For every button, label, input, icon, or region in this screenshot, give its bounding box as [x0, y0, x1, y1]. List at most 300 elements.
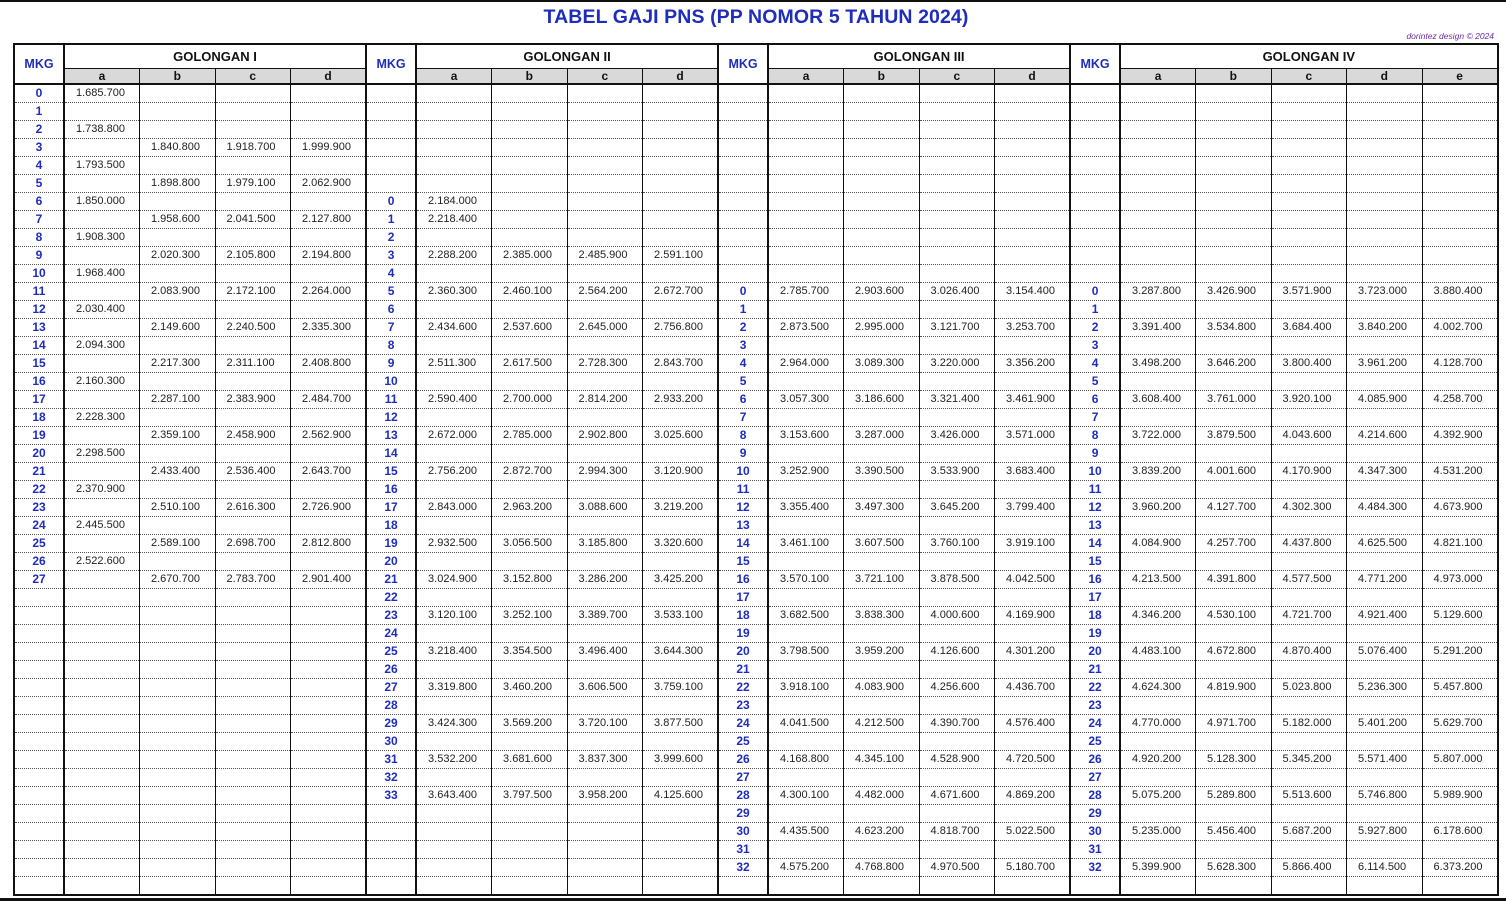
salary-cell [215, 787, 291, 805]
salary-cell [1120, 697, 1196, 715]
salary-cell [919, 625, 995, 643]
salary-cell [995, 84, 1071, 103]
salary-cell [1196, 301, 1272, 319]
salary-cell: 3.838.300 [844, 607, 920, 625]
salary-cell [492, 733, 568, 751]
salary-cell [567, 769, 643, 787]
salary-cell [768, 877, 844, 896]
group-header: GOLONGAN IV [1120, 44, 1498, 69]
salary-cell [567, 877, 643, 896]
mkg-cell: 30 [718, 823, 768, 841]
salary-cell [492, 337, 568, 355]
salary-cell [919, 409, 995, 427]
mkg-cell: 2 [718, 319, 768, 337]
salary-cell [643, 301, 719, 319]
salary-cell [64, 787, 140, 805]
salary-cell [215, 643, 291, 661]
salary-cell: 3.321.400 [919, 391, 995, 409]
mkg-cell: 15 [718, 553, 768, 571]
salary-cell: 2.184.000 [416, 193, 492, 211]
salary-cell [844, 517, 920, 535]
salary-cell [768, 175, 844, 193]
mkg-cell: 17 [366, 499, 416, 517]
salary-cell [1120, 445, 1196, 463]
salary-cell [1120, 229, 1196, 247]
salary-cell [416, 841, 492, 859]
salary-cell: 6.114.500 [1347, 859, 1423, 877]
salary-cell [492, 661, 568, 679]
salary-cell [416, 553, 492, 571]
salary-cell [1271, 175, 1347, 193]
subgrade-header: b [492, 69, 568, 85]
salary-cell [643, 553, 719, 571]
salary-cell: 3.426.900 [1196, 283, 1272, 301]
subgrade-header: d [1347, 69, 1423, 85]
mkg-cell: 24 [366, 625, 416, 643]
salary-cell [567, 409, 643, 427]
salary-cell: 3.533.100 [643, 607, 719, 625]
salary-cell [643, 157, 719, 175]
mkg-cell: 21 [1070, 661, 1120, 679]
salary-cell: 2.591.100 [643, 247, 719, 265]
salary-cell [643, 841, 719, 859]
subgrade-header: c [919, 69, 995, 85]
subgrade-header: b [1196, 69, 1272, 85]
salary-cell: 3.879.500 [1196, 427, 1272, 445]
salary-cell [64, 283, 140, 301]
salary-cell [1196, 841, 1272, 859]
salary-cell [1271, 84, 1347, 103]
salary-cell: 4.002.700 [1422, 319, 1498, 337]
salary-cell [1120, 373, 1196, 391]
salary-cell: 3.760.100 [919, 535, 995, 553]
bottom-border [0, 898, 1506, 901]
salary-cell [140, 589, 216, 607]
salary-cell [291, 337, 367, 355]
salary-cell [1347, 661, 1423, 679]
salary-cell: 3.682.500 [768, 607, 844, 625]
table-row [14, 211, 1498, 229]
salary-cell [1422, 175, 1498, 193]
salary-cell: 4.870.400 [1271, 643, 1347, 661]
salary-cell [1271, 553, 1347, 571]
salary-cell [768, 139, 844, 157]
mkg-cell [1070, 121, 1120, 139]
salary-cell: 3.057.300 [768, 391, 844, 409]
salary-cell: 2.843.700 [643, 355, 719, 373]
table-row [14, 697, 1498, 715]
salary-cell: 4.392.900 [1422, 427, 1498, 445]
salary-cell: 4.624.300 [1120, 679, 1196, 697]
salary-cell: 4.042.500 [995, 571, 1071, 589]
table-row [14, 445, 1498, 463]
salary-cell [1120, 661, 1196, 679]
salary-cell: 4.214.600 [1347, 427, 1423, 445]
salary-cell [567, 805, 643, 823]
salary-cell: 2.643.700 [291, 463, 367, 481]
mkg-cell: 19 [718, 625, 768, 643]
table-row [14, 175, 1498, 193]
salary-cell [995, 121, 1071, 139]
salary-cell [567, 139, 643, 157]
salary-cell: 3.252.900 [768, 463, 844, 481]
salary-cell [768, 229, 844, 247]
mkg-cell [718, 193, 768, 211]
salary-cell [416, 175, 492, 193]
salary-cell [1196, 661, 1272, 679]
salary-cell: 3.608.400 [1120, 391, 1196, 409]
mkg-cell [14, 679, 64, 697]
salary-cell [1196, 175, 1272, 193]
salary-cell [140, 445, 216, 463]
mkg-cell [1070, 247, 1120, 265]
salary-cell: 4.256.600 [919, 679, 995, 697]
salary-cell: 5.927.800 [1347, 823, 1423, 841]
salary-cell [643, 481, 719, 499]
salary-cell [567, 175, 643, 193]
salary-cell [291, 841, 367, 859]
mkg-cell: 28 [718, 787, 768, 805]
mkg-cell: 21 [718, 661, 768, 679]
salary-cell: 2.510.100 [140, 499, 216, 517]
salary-cell [995, 697, 1071, 715]
salary-cell [1271, 373, 1347, 391]
salary-cell: 4.623.200 [844, 823, 920, 841]
mkg-cell: 14 [718, 535, 768, 553]
mkg-cell: 4 [1070, 355, 1120, 373]
salary-cell [140, 697, 216, 715]
salary-cell [919, 697, 995, 715]
mkg-cell: 7 [718, 409, 768, 427]
salary-cell [64, 805, 140, 823]
salary-cell: 2.030.400 [64, 301, 140, 319]
table-row [14, 337, 1498, 355]
salary-cell [768, 805, 844, 823]
salary-cell: 2.995.000 [844, 319, 920, 337]
salary-cell [1422, 769, 1498, 787]
mkg-cell: 26 [718, 751, 768, 769]
mkg-cell: 7 [1070, 409, 1120, 427]
mkg-cell: 10 [718, 463, 768, 481]
salary-cell [844, 805, 920, 823]
mkg-cell: 13 [14, 319, 64, 337]
salary-cell [215, 265, 291, 283]
salary-cell: 1.918.700 [215, 139, 291, 157]
salary-cell [1422, 409, 1498, 427]
salary-cell [1271, 247, 1347, 265]
mkg-cell: 3 [366, 247, 416, 265]
salary-cell: 4.484.300 [1347, 499, 1423, 517]
salary-cell [1422, 139, 1498, 157]
salary-cell [492, 697, 568, 715]
salary-cell: 3.496.400 [567, 643, 643, 661]
subgrade-header: a [64, 69, 140, 85]
salary-cell [64, 139, 140, 157]
salary-cell: 2.645.000 [567, 319, 643, 337]
salary-cell [1422, 517, 1498, 535]
salary-cell [643, 84, 719, 103]
mkg-cell: 25 [366, 643, 416, 661]
salary-cell [215, 625, 291, 643]
mkg-cell: 21 [366, 571, 416, 589]
mkg-cell: 13 [366, 427, 416, 445]
salary-cell [215, 409, 291, 427]
salary-cell [844, 733, 920, 751]
salary-cell: 2.298.500 [64, 445, 140, 463]
salary-cell [768, 211, 844, 229]
salary-cell [291, 661, 367, 679]
salary-cell [140, 265, 216, 283]
salary-cell: 3.645.200 [919, 499, 995, 517]
salary-cell [919, 805, 995, 823]
salary-cell [1196, 733, 1272, 751]
salary-cell [215, 517, 291, 535]
salary-cell [1347, 481, 1423, 499]
salary-cell [291, 877, 367, 896]
mkg-cell [718, 157, 768, 175]
mkg-cell [366, 805, 416, 823]
mkg-cell: 22 [718, 679, 768, 697]
salary-cell [291, 409, 367, 427]
salary-cell [1196, 193, 1272, 211]
salary-cell [1196, 625, 1272, 643]
mkg-cell [366, 103, 416, 121]
salary-cell [215, 84, 291, 103]
salary-cell: 5.457.800 [1422, 679, 1498, 697]
mkg-cell [1070, 229, 1120, 247]
salary-cell [140, 517, 216, 535]
salary-cell [919, 337, 995, 355]
salary-cell [919, 301, 995, 319]
mkg-cell: 20 [14, 445, 64, 463]
salary-cell [567, 211, 643, 229]
salary-cell: 4.575.200 [768, 859, 844, 877]
salary-cell [995, 517, 1071, 535]
salary-cell [643, 859, 719, 877]
mkg-cell: 8 [718, 427, 768, 445]
salary-cell [1271, 139, 1347, 157]
salary-cell: 3.961.200 [1347, 355, 1423, 373]
salary-cell [1120, 733, 1196, 751]
table-row [14, 499, 1498, 517]
salary-cell [1271, 337, 1347, 355]
salary-cell [768, 103, 844, 121]
salary-cell: 4.000.600 [919, 607, 995, 625]
salary-cell [64, 499, 140, 517]
salary-cell [64, 175, 140, 193]
salary-cell [416, 859, 492, 877]
salary-cell: 3.120.100 [416, 607, 492, 625]
salary-cell [215, 841, 291, 859]
salary-cell [643, 337, 719, 355]
salary-cell [1120, 805, 1196, 823]
salary-cell [1347, 121, 1423, 139]
salary-cell [416, 481, 492, 499]
table-row [14, 193, 1498, 211]
salary-cell [567, 445, 643, 463]
salary-cell [416, 139, 492, 157]
salary-cell [1422, 193, 1498, 211]
salary-cell: 3.219.200 [643, 499, 719, 517]
salary-cell: 4.437.800 [1271, 535, 1347, 553]
salary-cell [1347, 697, 1423, 715]
group-header: GOLONGAN I [64, 44, 366, 69]
mkg-cell: 26 [366, 661, 416, 679]
mkg-cell [1070, 103, 1120, 121]
salary-cell [1196, 103, 1272, 121]
salary-cell [919, 877, 995, 896]
salary-cell: 3.088.600 [567, 499, 643, 517]
salary-cell: 5.345.200 [1271, 751, 1347, 769]
salary-cell: 5.289.800 [1196, 787, 1272, 805]
salary-cell: 2.359.100 [140, 427, 216, 445]
salary-cell [1196, 877, 1272, 896]
salary-cell: 4.435.500 [768, 823, 844, 841]
salary-cell: 2.785.700 [768, 283, 844, 301]
mkg-cell [366, 841, 416, 859]
salary-cell: 3.056.500 [492, 535, 568, 553]
mkg-cell: 1 [366, 211, 416, 229]
salary-cell: 2.311.100 [215, 355, 291, 373]
salary-cell: 4.869.200 [995, 787, 1071, 805]
salary-cell: 2.149.600 [140, 319, 216, 337]
salary-cell: 3.426.000 [919, 427, 995, 445]
salary-cell [643, 175, 719, 193]
salary-cell: 2.083.900 [140, 283, 216, 301]
salary-cell: 3.606.500 [567, 679, 643, 697]
mkg-cell: 31 [718, 841, 768, 859]
mkg-cell: 31 [366, 751, 416, 769]
salary-cell: 3.120.900 [643, 463, 719, 481]
salary-cell: 2.385.000 [492, 247, 568, 265]
salary-cell [1347, 84, 1423, 103]
salary-cell: 2.964.000 [768, 355, 844, 373]
salary-cell [1120, 769, 1196, 787]
table-row [14, 319, 1498, 337]
mkg-cell [14, 625, 64, 643]
salary-cell: 4.436.700 [995, 679, 1071, 697]
salary-cell [215, 103, 291, 121]
salary-cell [567, 121, 643, 139]
mkg-cell: 9 [366, 355, 416, 373]
mkg-cell [366, 823, 416, 841]
salary-cell: 2.458.900 [215, 427, 291, 445]
salary-cell: 2.522.600 [64, 553, 140, 571]
salary-cell: 3.253.700 [995, 319, 1071, 337]
salary-cell: 2.590.400 [416, 391, 492, 409]
salary-cell: 3.681.600 [492, 751, 568, 769]
salary-cell [64, 715, 140, 733]
salary-cell: 3.646.200 [1196, 355, 1272, 373]
mkg-cell [14, 805, 64, 823]
subgrade-header: d [291, 69, 367, 85]
salary-cell: 4.768.800 [844, 859, 920, 877]
salary-cell [1347, 157, 1423, 175]
salary-cell: 5.866.400 [1271, 859, 1347, 877]
salary-cell [1347, 103, 1423, 121]
table-row [14, 553, 1498, 571]
salary-cell: 3.425.200 [643, 571, 719, 589]
salary-cell [291, 265, 367, 283]
salary-cell [643, 823, 719, 841]
salary-cell [567, 84, 643, 103]
salary-cell [492, 121, 568, 139]
top-border [0, 0, 1506, 2]
salary-cell [291, 697, 367, 715]
table-row [14, 355, 1498, 373]
salary-cell [1347, 193, 1423, 211]
salary-cell: 4.347.300 [1347, 463, 1423, 481]
salary-cell: 4.921.400 [1347, 607, 1423, 625]
mkg-cell: 4 [718, 355, 768, 373]
salary-cell: 3.533.900 [919, 463, 995, 481]
salary-cell [215, 301, 291, 319]
salary-cell [416, 517, 492, 535]
salary-cell [567, 373, 643, 391]
mkg-cell: 23 [366, 607, 416, 625]
mkg-cell: 22 [1070, 679, 1120, 697]
mkg-cell: 1 [14, 103, 64, 121]
table-row [14, 733, 1498, 751]
mkg-cell: 28 [366, 697, 416, 715]
salary-cell [492, 139, 568, 157]
salary-cell: 2.383.900 [215, 391, 291, 409]
salary-cell: 2.698.700 [215, 535, 291, 553]
mkg-cell [718, 877, 768, 896]
salary-cell [140, 733, 216, 751]
salary-cell [1422, 805, 1498, 823]
salary-cell: 3.390.500 [844, 463, 920, 481]
salary-cell [1347, 337, 1423, 355]
salary-cell [844, 445, 920, 463]
salary-cell: 4.971.700 [1196, 715, 1272, 733]
mkg-cell: 6 [1070, 391, 1120, 409]
salary-cell: 4.390.700 [919, 715, 995, 733]
salary-cell: 2.843.000 [416, 499, 492, 517]
mkg-cell: 23 [718, 697, 768, 715]
salary-cell [995, 103, 1071, 121]
salary-cell: 5.023.800 [1271, 679, 1347, 697]
salary-cell [416, 121, 492, 139]
salary-cell: 2.287.100 [140, 391, 216, 409]
salary-cell [215, 445, 291, 463]
salary-cell [291, 823, 367, 841]
salary-cell [1196, 517, 1272, 535]
salary-cell: 2.160.300 [64, 373, 140, 391]
salary-cell [64, 589, 140, 607]
salary-cell [567, 697, 643, 715]
mkg-cell: 8 [366, 337, 416, 355]
salary-cell [1196, 481, 1272, 499]
salary-cell [995, 301, 1071, 319]
subgrade-header: a [416, 69, 492, 85]
mkg-cell [718, 265, 768, 283]
salary-cell [140, 193, 216, 211]
salary-cell [492, 409, 568, 427]
salary-cell: 2.672.000 [416, 427, 492, 445]
salary-cell [140, 841, 216, 859]
salary-cell [215, 715, 291, 733]
salary-cell: 3.920.100 [1271, 391, 1347, 409]
salary-cell [567, 157, 643, 175]
salary-cell [1347, 175, 1423, 193]
salary-cell: 2.062.900 [291, 175, 367, 193]
salary-cell: 2.901.400 [291, 571, 367, 589]
table-body [14, 84, 1498, 895]
salary-cell: 3.121.700 [919, 319, 995, 337]
salary-cell [492, 84, 568, 103]
salary-cell: 2.903.600 [844, 283, 920, 301]
